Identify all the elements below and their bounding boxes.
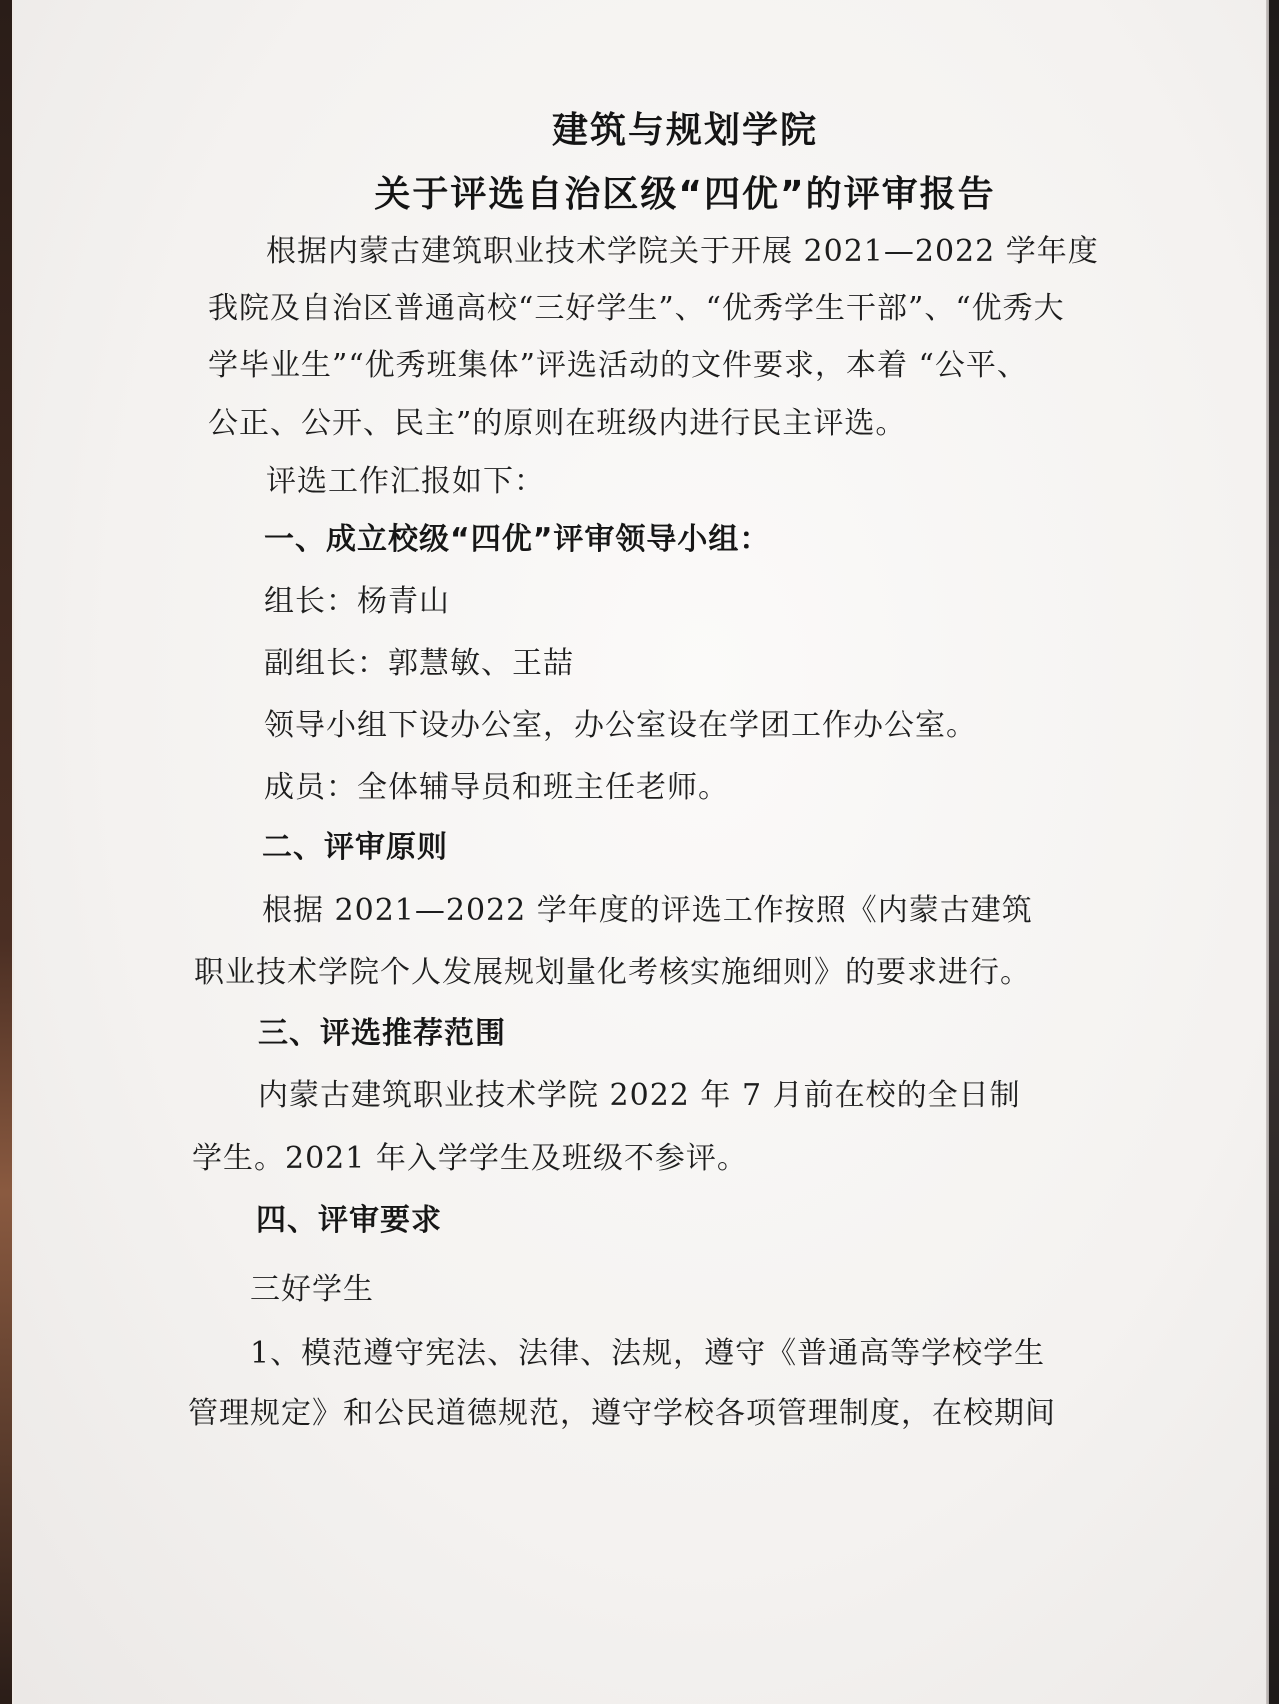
section3-line-1: 内蒙古建筑职业技术学院 2022 年 7 月前在校的全日制 [258, 1078, 1021, 1113]
paper-sheet [14, 0, 1266, 1704]
section4-subheading: 三好学生 [250, 1272, 374, 1307]
document-title-line1: 建筑与规划学院 [551, 110, 818, 151]
report-intro: 评选工作汇报如下： [266, 464, 545, 499]
section1-heading: 一、成立校级“四优”评审领导小组： [264, 522, 771, 557]
document-body [14, 0, 1266, 1704]
section1-office: 领导小组下设办公室，办公室设在学团工作办公室。 [264, 708, 977, 743]
section2-heading: 二、评审原则 [262, 830, 448, 865]
right-edge-shadow [1269, 0, 1279, 1704]
document-title-line2: 关于评选自治区级“四优”的评审报告 [374, 174, 996, 215]
section1-leader: 组长：杨青山 [264, 584, 450, 619]
section3-heading: 三、评选推荐范围 [258, 1016, 506, 1051]
intro-line-1: 根据内蒙古建筑职业技术学院关于开展 2021—2022 学年度 [266, 234, 1099, 269]
section4-heading: 四、评审要求 [256, 1203, 442, 1238]
section2-line-2: 职业技术学院个人发展规划量化考核实施细则》的要求进行。 [194, 955, 1031, 990]
section2-line-1: 根据 2021—2022 学年度的评选工作按照《内蒙古建筑 [262, 893, 1033, 928]
section1-members: 成员：全体辅导员和班主任老师。 [264, 770, 729, 805]
section4-line-1: 1、模范遵守宪法、法律、法规，遵守《普通高等学校学生 [250, 1336, 1046, 1371]
section1-deputy: 副组长：郭慧敏、王喆 [264, 646, 574, 681]
section3-line-2: 学生。2021 年入学学生及班级不参评。 [192, 1141, 748, 1176]
intro-line-4: 公正、公开、民主”的原则在班级内进行民主评选。 [208, 406, 907, 441]
section4-line-2: 管理规定》和公民道德规范，遵守学校各项管理制度，在校期间 [188, 1396, 1056, 1431]
intro-line-2: 我院及自治区普通高校“三好学生”、“优秀学生干部”、“优秀大 [208, 291, 1065, 326]
left-edge-shadow [0, 0, 12, 1704]
intro-line-3: 学毕业生”“优秀班集体”评选活动的文件要求，本着 “公平、 [208, 348, 1028, 383]
